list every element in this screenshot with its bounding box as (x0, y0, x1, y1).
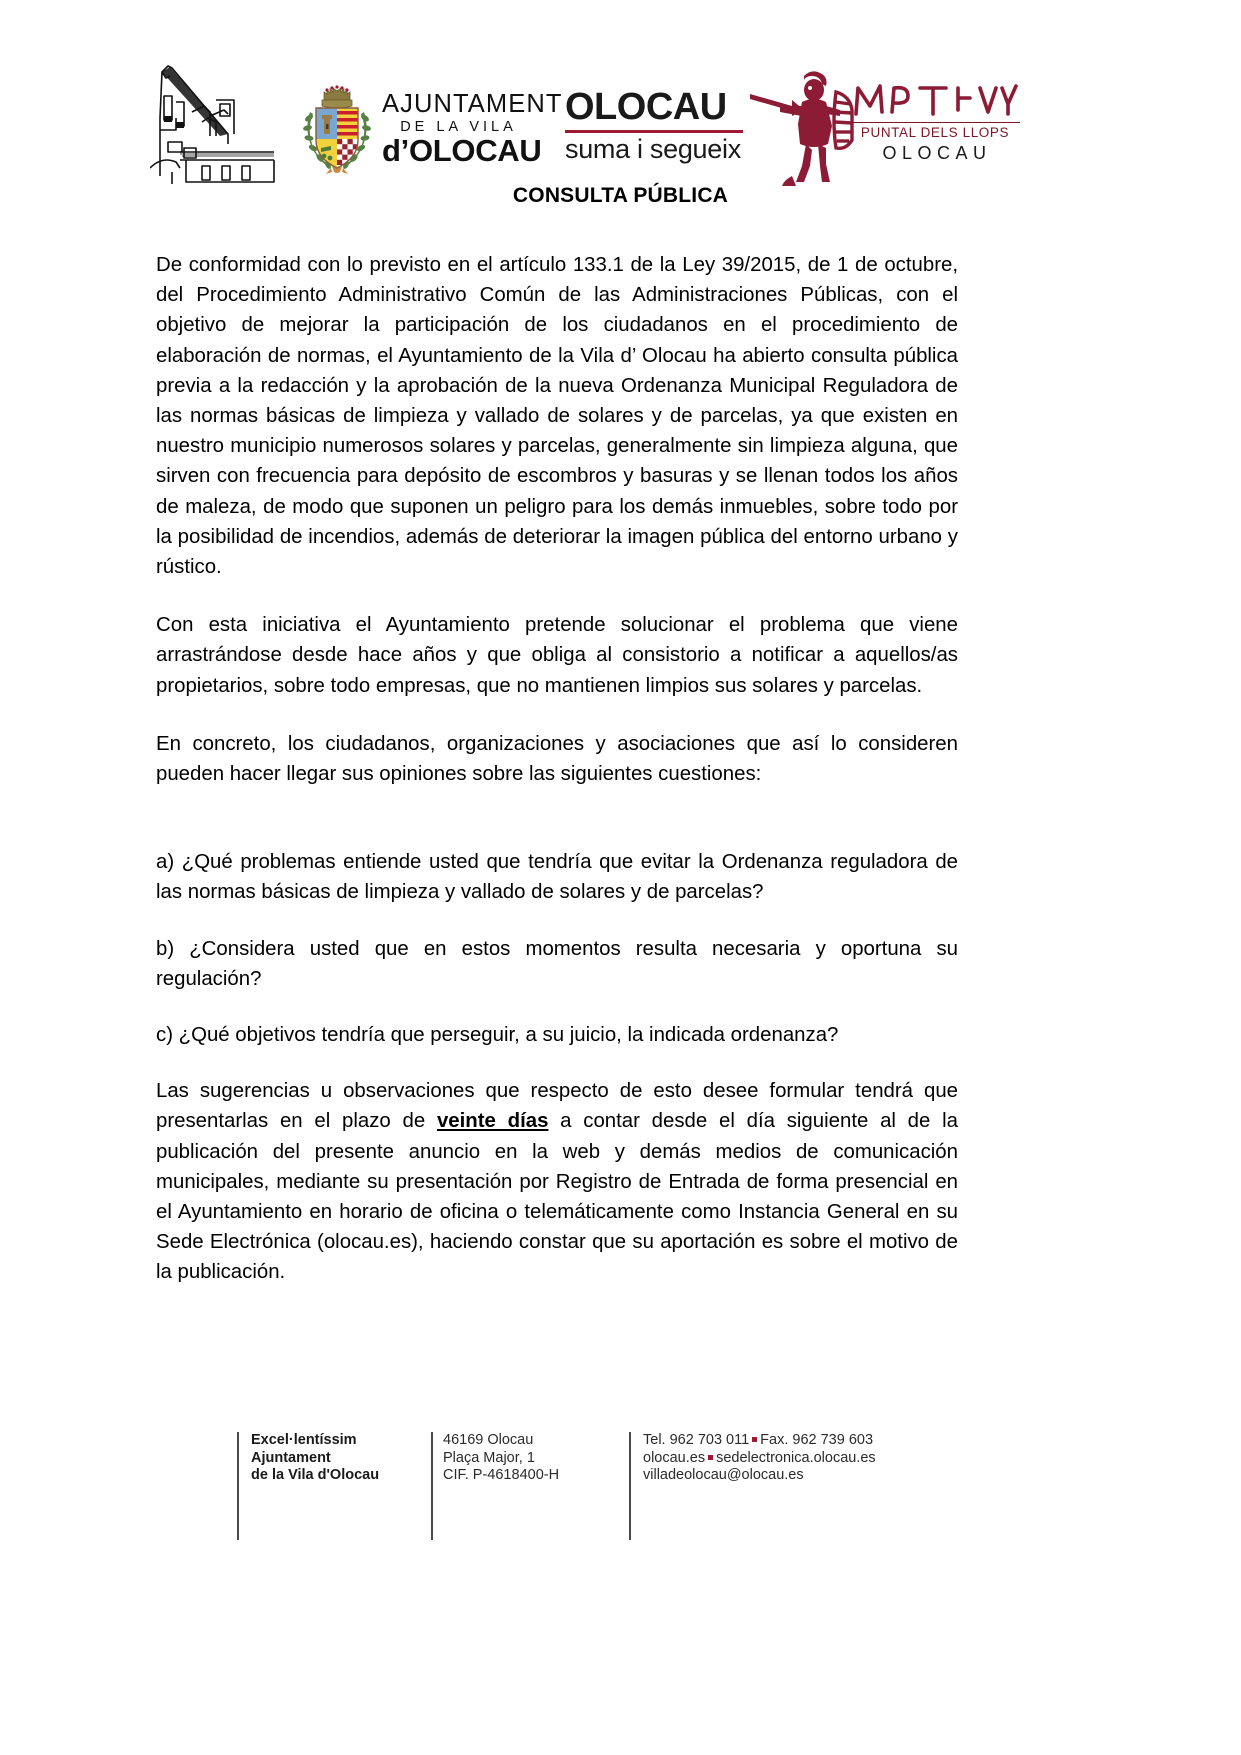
deadline-text-after: a contar desde el día siguiente al de la publicación del presente anuncio en la web y demás medios de comunicación municipales, mediante su presentación por Registro de Entrada de forma presencial en el Ayuntamiento en horario de oficina o telemáticamente como Instancia General en su Sede Electrónica (olocau.es), haciendo constar que su aportación es sobre el motivo de la publicación. (156, 1110, 958, 1284)
footer-fax: Fax. 962 739 603 (760, 1432, 874, 1448)
page-title: CONSULTA PÚBLICA (512, 184, 729, 207)
footer-web-main[interactable]: olocau.es (643, 1449, 706, 1466)
section-spacer (156, 817, 958, 847)
footer-phone: Tel. 962 703 011 (643, 1432, 750, 1448)
footer-address-block (443, 1432, 633, 1485)
document-footer (237, 1432, 1007, 1542)
document-header (150, 52, 1100, 177)
footer-address-line2: Plaça Major, 1 (443, 1449, 535, 1466)
paragraph-invitation: En concreto, los ciudadanos, organizaciones y asociaciones que así lo consideren pueden hacer llegar sus opiniones sobre las siguientes cuestiones: (156, 732, 958, 786)
puntal-subtitle: PUNTAL DELS LLOPS (850, 122, 1020, 140)
footer-entity-line3: de la Vila d'Olocau (251, 1467, 380, 1483)
olocau-brand-logo (565, 88, 747, 163)
ajuntament-line2: DE LA VILA (400, 118, 517, 135)
footer-address-line3: CIF. P-4618400-H (443, 1467, 560, 1483)
deadline-text-before: Las sugerencias u observaciones que respecto de esto desee formular tendrá que presentarlas en el plazo de (156, 1080, 958, 1133)
footer-address-line1: 46169 Olocau (443, 1432, 534, 1448)
iberian-warrior-icon (748, 66, 858, 186)
footer-contact-phone-fax (643, 1432, 983, 1450)
footer-entity-line1: Excel·lentíssim (251, 1432, 357, 1448)
bullet-square-icon (708, 1455, 713, 1460)
puntal-town: OLOCAU (882, 143, 992, 163)
footer-entity-line2: Ajuntament (251, 1449, 331, 1466)
bullet-square-icon (752, 1437, 757, 1442)
brand-accent-rule (565, 130, 743, 133)
footer-contact-email[interactable]: villadeolocau@olocau.es (643, 1467, 804, 1483)
document-body (156, 250, 958, 1316)
question-a: a) ¿Qué problemas entiende usted que tendría que evitar la Ordenanza reguladora de las normas básicas de limpieza y vallado de solares y de parcelas? (156, 851, 958, 904)
village-sketch-icon (150, 56, 280, 184)
paragraph-intro: De conformidad con lo previsto en el artículo 133.1 de la Ley 39/2015, de 1 de octubre, del Procedimiento Administrativo Común de las Administraciones Públicas, con el objetivo de mejorar la participación de los ciudadanos en el procedimiento de elaboración de normas, el Ayuntamiento de la Vila d’ Olocau ha abierto consulta pública previa a la redacción y la aprobación de la nueva Ordenanza Municipal Reguladora de las normas básicas de limpieza y vallado de solares y de parcelas, ya que existen en nuestro municipio numerosos solares y parcelas, generalmente sin limpieza alguna, que sirven con frecuencia para depósito de escombros y basuras y se llenan todos los años de maleza, de modo que suponen un peligro para los demás inmuebles, sobre todo por la posibilidad de incendios, además de deteriorar la imagen pública del entorno urbano y rústico. (156, 254, 958, 579)
olocau-brand-tagline: suma i segueix (565, 134, 741, 164)
iberian-script-glyphs (850, 80, 1035, 120)
footer-entity-block (251, 1432, 441, 1485)
deadline-emphasis: veinte días (436, 1110, 549, 1133)
question-b: b) ¿Considera usted que en estos momentos resulta necesaria y oportuna su regulación? (156, 937, 958, 990)
coat-of-arms-icon (298, 82, 376, 174)
puntal-dels-llops-logo (850, 80, 1035, 164)
footer-contact-block (643, 1432, 983, 1485)
olocau-brand-name: OLOCAU (565, 86, 727, 128)
ajuntament-line3: d’OLOCAU (382, 133, 542, 168)
paragraph-initiative: Con esta iniciativa el Ayuntamiento pretende solucionar el problema que viene arrastrándose desde hace años y que obliga al consistorio a notificar a aquellos/as propietarios, sobre todo empresas, que no mantienen limpios sus solares y parcelas. (156, 614, 958, 697)
footer-divider-left (237, 1432, 239, 1540)
ajuntament-wordmark (382, 90, 563, 172)
footer-web-sede[interactable]: sedelectronica.olocau.es (716, 1449, 876, 1466)
ajuntament-line1: AJUNTAMENT (382, 90, 563, 118)
question-c: c) ¿Qué objetivos tendría que perseguir, a su juicio, la indicada ordenanza? (156, 1024, 839, 1047)
footer-contact-webs (643, 1450, 983, 1468)
paragraph-deadline (156, 1076, 958, 1287)
